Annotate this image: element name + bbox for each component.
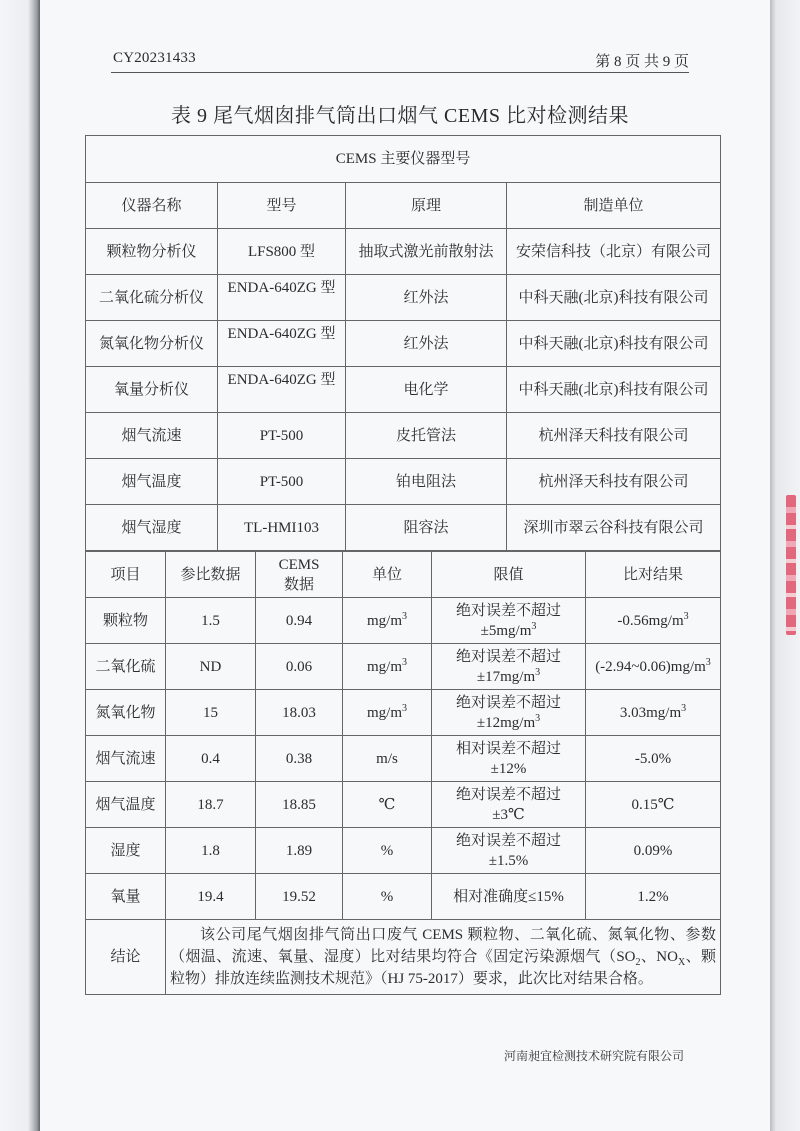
conclusion-part: 该公司尾气烟囱排气筒出口废气 CEMS 颗粒物、二氧化硫、氮氧化物、参数（烟温、流速、氧量、湿度）比对结果均符合《固定污染源烟气（SO bbox=[170, 927, 716, 965]
col-header-unit: 单位 bbox=[343, 552, 432, 598]
result-ref bbox=[166, 874, 256, 920]
col-header-item: 项目 bbox=[86, 552, 166, 598]
cems-value: 0.94 bbox=[285, 612, 313, 629]
col-header: 原理 bbox=[346, 183, 507, 229]
instrument-name: 烟气湿度 bbox=[86, 505, 218, 551]
cems-data-label: 数据 bbox=[283, 576, 314, 593]
instrument-model-text: ENDA-640ZG 型 bbox=[227, 371, 336, 388]
instrument-row bbox=[86, 321, 721, 367]
limit-line-1: 绝对误差不超过 bbox=[455, 602, 561, 619]
unit-text: ℃ bbox=[378, 796, 396, 813]
result-limit bbox=[432, 690, 586, 736]
result-cems bbox=[256, 644, 343, 690]
result-text: -5.0% bbox=[634, 750, 672, 767]
limit-line-2: ±17mg/m bbox=[476, 668, 536, 685]
subscript: 2 bbox=[635, 957, 641, 968]
result-text: 3.03mg/m bbox=[619, 704, 682, 721]
result-cems bbox=[256, 828, 343, 874]
result-ref bbox=[166, 690, 256, 736]
result-value bbox=[586, 782, 721, 828]
col-header-ref: 参比数据 bbox=[166, 552, 256, 598]
unit-text: mg/m bbox=[366, 704, 402, 721]
conclusion-part: 、颗粒物）排放连续监测技术规范》（HJ 75-2017）要求，此次比对结果合格。 bbox=[170, 949, 716, 987]
result-limit bbox=[432, 644, 586, 690]
result-cems bbox=[256, 598, 343, 644]
cems-value: 18.03 bbox=[282, 704, 316, 721]
instrument-row bbox=[86, 459, 721, 505]
unit-text: mg/m bbox=[366, 658, 402, 675]
result-value bbox=[586, 736, 721, 782]
col-header: 型号 bbox=[218, 183, 346, 229]
result-row bbox=[86, 690, 721, 736]
result-row bbox=[86, 782, 721, 828]
cems-label: CEMS bbox=[278, 556, 320, 573]
unit-text: % bbox=[380, 888, 394, 905]
instrument-name: 烟气温度 bbox=[86, 459, 218, 505]
instrument-model-text: ENDA-640ZG 型 bbox=[227, 325, 336, 342]
result-unit bbox=[343, 828, 432, 874]
instrument-name: 二氧化硫分析仪 bbox=[86, 275, 218, 321]
superscript: 3 bbox=[683, 610, 689, 622]
result-item bbox=[86, 736, 166, 782]
result-ref bbox=[166, 828, 256, 874]
result-value bbox=[586, 828, 721, 874]
unit-text: m/s bbox=[376, 750, 398, 767]
instrument-principle: 红外法 bbox=[346, 275, 507, 321]
instrument-name: 氮氧化物分析仪 bbox=[86, 321, 218, 367]
instrument-model bbox=[218, 321, 346, 367]
result-text: -0.56mg/m bbox=[617, 612, 684, 629]
cems-value: 18.85 bbox=[282, 796, 316, 813]
instrument-model: LFS800 型 bbox=[218, 229, 346, 275]
instrument-model-text: ENDA-640ZG 型 bbox=[227, 279, 336, 296]
col-header: 仪器名称 bbox=[86, 183, 218, 229]
superscript: 3 bbox=[402, 610, 407, 622]
ref-value: 19.4 bbox=[197, 888, 224, 905]
conclusion-label: 结论 bbox=[86, 920, 166, 995]
table-title: 表 9 尾气烟囱排气筒出口烟气 CEMS 比对检测结果 bbox=[171, 105, 629, 127]
result-ref bbox=[166, 736, 256, 782]
instrument-principle: 电化学 bbox=[346, 367, 507, 413]
page-info: 第 8 页 共 9 页 bbox=[595, 54, 689, 70]
result-row bbox=[86, 736, 721, 782]
superscript: 3 bbox=[531, 620, 537, 632]
instrument-principle: 皮托管法 bbox=[346, 413, 507, 459]
result-text: 1.2% bbox=[637, 888, 669, 905]
instrument-maker: 杭州泽天科技有限公司 bbox=[507, 459, 721, 505]
result-item bbox=[86, 690, 166, 736]
instrument-maker: 中科天融(北京)科技有限公司 bbox=[507, 321, 721, 367]
conclusion-row bbox=[86, 920, 721, 995]
result-unit bbox=[343, 690, 432, 736]
cems-value: 0.06 bbox=[285, 658, 313, 675]
superscript: 3 bbox=[705, 656, 711, 668]
instrument-maker: 杭州泽天科技有限公司 bbox=[507, 413, 721, 459]
result-cems bbox=[256, 874, 343, 920]
result-ref bbox=[166, 782, 256, 828]
ref-value: 0.4 bbox=[201, 750, 220, 767]
instrument-header-row bbox=[86, 183, 721, 229]
result-unit bbox=[343, 644, 432, 690]
cems-value: 19.52 bbox=[282, 888, 316, 905]
instrument-model: PT-500 bbox=[218, 459, 346, 505]
conclusion-text bbox=[166, 920, 721, 995]
instrument-row bbox=[86, 367, 721, 413]
ref-value: 15 bbox=[203, 704, 218, 721]
item-text: 氮氧化物 bbox=[95, 704, 156, 721]
item-text: 氧量 bbox=[110, 888, 141, 905]
instrument-table bbox=[85, 135, 721, 551]
superscript: 3 bbox=[402, 656, 407, 668]
result-row bbox=[86, 828, 721, 874]
col-header-result: 比对结果 bbox=[586, 552, 721, 598]
col-header-cems bbox=[256, 552, 343, 598]
result-item bbox=[86, 828, 166, 874]
document-number: CY20231433 bbox=[113, 50, 196, 66]
result-unit bbox=[343, 874, 432, 920]
result-ref bbox=[166, 644, 256, 690]
result-value bbox=[586, 644, 721, 690]
result-value bbox=[586, 598, 721, 644]
result-ref bbox=[166, 598, 256, 644]
ref-value: 1.8 bbox=[201, 842, 220, 859]
limit-line-1: 绝对误差不超过 bbox=[455, 648, 561, 665]
result-limit bbox=[432, 782, 586, 828]
instrument-maker: 深圳市翠云谷科技有限公司 bbox=[507, 505, 721, 551]
item-text: 烟气温度 bbox=[95, 796, 156, 813]
superscript: 3 bbox=[535, 666, 541, 678]
result-unit bbox=[343, 782, 432, 828]
result-text: 0.15℃ bbox=[631, 796, 675, 813]
result-row bbox=[86, 644, 721, 690]
limit-line-2: ±12mg/m bbox=[476, 714, 536, 731]
result-row bbox=[86, 598, 721, 644]
instrument-name: 颗粒物分析仪 bbox=[86, 229, 218, 275]
ref-value: 18.7 bbox=[197, 796, 224, 813]
instrument-name: 氧量分析仪 bbox=[86, 367, 218, 413]
cems-value: 0.38 bbox=[285, 750, 313, 767]
instrument-principle: 铂电阻法 bbox=[346, 459, 507, 505]
result-text: 0.09% bbox=[633, 842, 673, 859]
result-limit bbox=[432, 598, 586, 644]
instrument-maker: 中科天融(北京)科技有限公司 bbox=[507, 275, 721, 321]
item-text: 湿度 bbox=[110, 842, 141, 859]
instrument-model: TL-HMI103 bbox=[218, 505, 346, 551]
instrument-row bbox=[86, 229, 721, 275]
header-rule bbox=[111, 72, 689, 73]
result-text: (-2.94~0.06)mg/m bbox=[595, 658, 706, 675]
result-item bbox=[86, 782, 166, 828]
limit-line-2: ±3℃ bbox=[492, 806, 525, 823]
item-text: 颗粒物 bbox=[102, 612, 148, 629]
instrument-principle: 抽取式激光前散射法 bbox=[346, 229, 507, 275]
item-text: 烟气流速 bbox=[95, 750, 156, 767]
superscript: 3 bbox=[681, 702, 687, 714]
result-limit bbox=[432, 736, 586, 782]
result-limit bbox=[432, 828, 586, 874]
result-cems bbox=[256, 736, 343, 782]
results-header-row bbox=[86, 552, 721, 598]
instrument-model: PT-500 bbox=[218, 413, 346, 459]
instrument-maker: 中科天融(北京)科技有限公司 bbox=[507, 367, 721, 413]
limit-line-1: 绝对误差不超过 bbox=[455, 832, 561, 849]
result-limit bbox=[432, 874, 586, 920]
results-table bbox=[85, 551, 721, 995]
superscript: 3 bbox=[535, 712, 541, 724]
result-value bbox=[586, 874, 721, 920]
col-header-limit: 限值 bbox=[432, 552, 586, 598]
limit-line-1: 相对误差不超过 bbox=[455, 740, 561, 757]
cems-value: 1.89 bbox=[285, 842, 313, 859]
instrument-maker: 安荣信科技（北京）有限公司 bbox=[507, 229, 721, 275]
superscript: 3 bbox=[402, 702, 407, 714]
result-value bbox=[586, 690, 721, 736]
limit-line-2: ±12% bbox=[490, 760, 527, 777]
instrument-table-caption: CEMS 主要仪器型号 bbox=[86, 136, 721, 183]
instrument-principle: 阻容法 bbox=[346, 505, 507, 551]
limit-line-1: 相对准确度≤15% bbox=[453, 888, 564, 905]
result-item bbox=[86, 598, 166, 644]
unit-text: mg/m bbox=[366, 612, 402, 629]
limit-line-1: 绝对误差不超过 bbox=[455, 786, 561, 803]
instrument-name: 烟气流速 bbox=[86, 413, 218, 459]
instrument-model bbox=[218, 275, 346, 321]
instrument-principle: 红外法 bbox=[346, 321, 507, 367]
instrument-model bbox=[218, 367, 346, 413]
limit-line-2: ±5mg/m bbox=[480, 622, 532, 639]
item-text: 二氧化硫 bbox=[95, 658, 156, 675]
instrument-row bbox=[86, 275, 721, 321]
scan-left-edge bbox=[0, 0, 40, 1131]
seal-stamp-fragment bbox=[786, 495, 796, 635]
limit-line-2: ±1.5% bbox=[488, 852, 529, 869]
result-cems bbox=[256, 690, 343, 736]
result-cems bbox=[256, 782, 343, 828]
subscript: X bbox=[677, 957, 686, 968]
unit-text: % bbox=[380, 842, 394, 859]
ref-value: 1.5 bbox=[201, 612, 220, 629]
result-unit bbox=[343, 598, 432, 644]
result-item bbox=[86, 644, 166, 690]
conclusion-part: 、NO bbox=[640, 949, 678, 965]
instrument-row bbox=[86, 413, 721, 459]
result-unit bbox=[343, 736, 432, 782]
instrument-row bbox=[86, 505, 721, 551]
limit-line-1: 绝对误差不超过 bbox=[455, 694, 561, 711]
ref-value: ND bbox=[199, 658, 222, 675]
footer-company: 河南昶宜检测技术研究院有限公司 bbox=[504, 1049, 685, 1063]
col-header: 制造单位 bbox=[507, 183, 721, 229]
result-row bbox=[86, 874, 721, 920]
result-item bbox=[86, 874, 166, 920]
